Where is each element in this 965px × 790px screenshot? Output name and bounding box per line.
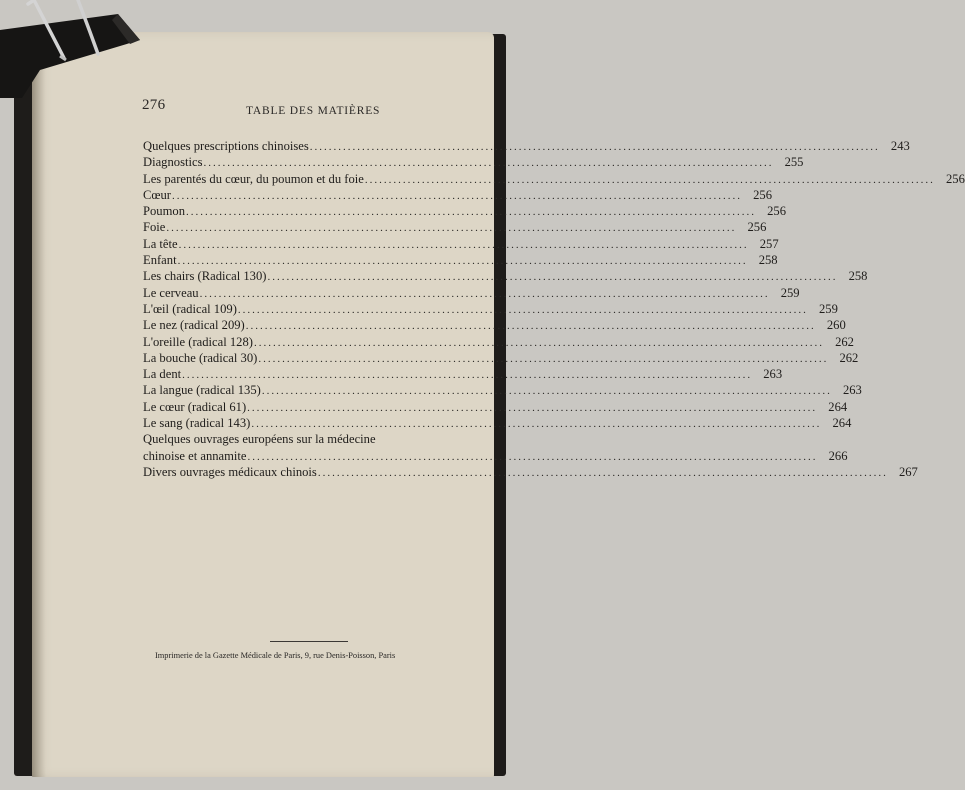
dot-leader: ........................................................................................................................ — [364, 173, 935, 186]
toc-entry-page: 262 — [835, 334, 854, 349]
dot-leader: ........................................................................................................................ — [258, 352, 829, 365]
dot-leader: ........................................................................................................................ — [251, 418, 822, 431]
dot-leader: ........................................................................................................................ — [253, 336, 824, 349]
binder-clip-icon — [0, 0, 140, 95]
toc-entry — [143, 203, 786, 219]
toc-entry-page: 243 — [890, 139, 910, 153]
toc-entry-page: 266 — [828, 448, 848, 463]
toc-entry-label: Quelques ouvrages européens sur la médecine — [143, 432, 376, 447]
toc-entry-label: Divers ouvrages médicaux chinois — [143, 464, 317, 479]
dot-leader: ........................................................................................................................ — [247, 450, 818, 463]
table-of-contents — [143, 138, 965, 480]
toc-entry-page: 258 — [758, 253, 778, 268]
toc-entry-label: L'oreille (radical 128) — [143, 334, 253, 349]
toc-entry-label: La bouche (radical 30) — [143, 350, 258, 365]
toc-entry-label: Le cœur (radical 61) — [143, 399, 247, 414]
toc-entry-page: 259 — [819, 301, 838, 316]
toc-entry — [143, 187, 772, 203]
toc-entry-label: Le nez (radical 209) — [143, 318, 245, 333]
toc-entry — [143, 219, 767, 235]
dot-leader: ........................................................................................................................ — [247, 401, 818, 414]
toc-entry — [143, 236, 779, 252]
dot-leader: ........................................................................................................................ — [245, 320, 816, 333]
toc-entry-page: 263 — [842, 383, 862, 398]
footer-rule — [270, 641, 348, 642]
dot-leader: ........................................................................................................................ — [166, 222, 737, 235]
toc-entry-label: Poumon — [143, 204, 185, 219]
toc-entry-label: La tête — [143, 236, 178, 251]
page-number: 276 — [142, 97, 166, 113]
toc-entry-label: Diagnostics — [143, 155, 203, 170]
toc-entry — [143, 285, 800, 301]
toc-entry — [143, 317, 846, 333]
toc-entry — [143, 382, 862, 398]
dot-leader: ........................................................................................................................ — [237, 303, 808, 316]
toc-entry-label: Le cerveau — [143, 285, 199, 300]
toc-entry-label: Les chairs (Radical 130) — [143, 269, 267, 284]
printer-imprint: Imprimerie de la Gazette Médicale de Paris, 9, rue Denis-Poisson, Paris — [155, 651, 396, 660]
toc-entry-page: 257 — [759, 236, 779, 251]
toc-entry-label: Quelques prescriptions chinoises — [143, 139, 309, 153]
dot-leader: ........................................................................................................................ — [199, 287, 770, 300]
toc-entry-page: 262 — [839, 350, 859, 365]
dot-leader: ........................................................................................................................ — [182, 369, 753, 382]
dot-leader: ........................................................................................................................ — [267, 271, 838, 284]
dot-leader: ........................................................................................................................ — [309, 141, 880, 153]
toc-entry — [143, 268, 868, 284]
toc-entry — [143, 350, 859, 366]
toc-entry-label: Enfant — [143, 253, 177, 268]
toc-entry-label: Le sang (radical 143) — [143, 416, 251, 431]
toc-entry-label: chinoise et annamite — [143, 448, 247, 463]
toc-entry — [143, 138, 910, 154]
dot-leader: ........................................................................................................................ — [261, 385, 832, 398]
toc-entry-label: La langue (radical 135) — [143, 383, 261, 398]
toc-entry-continuation — [143, 448, 848, 464]
toc-entry — [143, 171, 965, 187]
toc-entry-label: Foie — [143, 220, 166, 235]
toc-entry-page: 263 — [763, 367, 783, 382]
toc-entry-page: 255 — [784, 155, 804, 170]
toc-entry-multiline — [143, 431, 848, 464]
toc-entry — [143, 334, 854, 350]
toc-entry — [143, 415, 852, 431]
toc-entry-label: L'œil (radical 109) — [143, 301, 237, 316]
toc-entry-label: La dent — [143, 367, 182, 382]
toc-entry-page: 256 — [753, 187, 772, 202]
toc-entry-page: 256 — [946, 171, 965, 186]
dot-leader: ........................................................................................................................ — [178, 238, 749, 251]
toc-entry-last — [143, 464, 918, 480]
toc-entry-page: 258 — [848, 269, 868, 284]
dot-leader: ........................................................................................................................ — [203, 157, 774, 170]
toc-entry-page: 264 — [832, 416, 852, 431]
toc-entry-page: 256 — [767, 204, 786, 219]
toc-entry — [143, 252, 778, 268]
dot-leader: ........................................................................................................................ — [177, 255, 748, 268]
toc-entry — [143, 301, 838, 317]
running-title: TABLE DES MATIÈRES — [246, 105, 381, 117]
toc-entry-label: Cœur — [143, 187, 171, 202]
toc-entry-page: 264 — [828, 399, 848, 414]
dot-leader: ........................................................................................................................ — [317, 466, 888, 479]
toc-entry-page: 256 — [747, 220, 767, 235]
dot-leader: ........................................................................................................................ — [186, 206, 756, 219]
toc-entry-label: Les parentés du cœur, du poumon et du foie — [143, 171, 364, 186]
toc-entry — [143, 399, 848, 415]
dot-leader: ........................................................................................................................ — [172, 189, 742, 202]
toc-entry-page: 260 — [826, 318, 846, 333]
toc-entry — [143, 154, 804, 170]
toc-entry-page: 267 — [898, 464, 918, 479]
toc-entry-page: 259 — [780, 285, 800, 300]
toc-entry — [143, 366, 783, 382]
